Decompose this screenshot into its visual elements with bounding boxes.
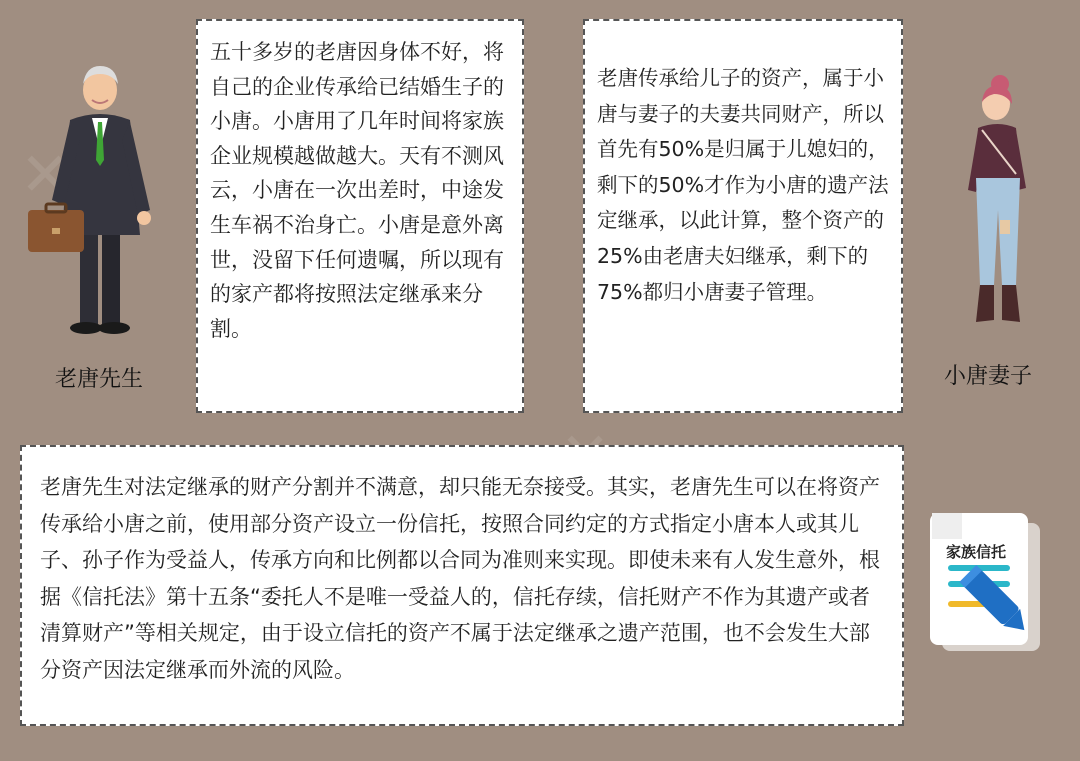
story-box-bottom: [20, 445, 904, 726]
story-text-left: 五十多岁的老唐因身体不好，将自己的企业传承给已结婚生子的小唐。小唐用了几年时间将家族企业规模越做越大。天有不测风云，小唐在一次出差时，中途发生车祸不治身亡。小唐是意外离世，没留下任何遗嘱，所以现有的家产都将按照法定继承来分割。: [210, 40, 504, 341]
story-box-right: [583, 19, 903, 413]
watermark: ✕: [20, 140, 71, 210]
document-title: 家族信托: [946, 543, 1007, 561]
caption-young-woman: 小唐妻子: [944, 364, 1033, 389]
young-woman-illustration: [950, 70, 1050, 340]
story-box-left: [196, 19, 524, 413]
caption-old-man: 老唐先生: [55, 367, 144, 392]
story-text-bottom: 老唐先生对法定继承的财产分割并不满意，却只能无奈接受。其实，老唐先生可以在将资产传承给小唐之前，使用部分资产设立一份信托，按照合同约定的方式指定小唐本人或其儿子、孙子作为受益人，传承方向和比例都以合同为准则来实现。即使未来有人发生意外，根据《信托法》第十五条“委托人不是唯一受益人的，信托存续，信托财产不作为其遗产或者清算财产”等相关规定，由于设立信托的资产不属于法定继承之遗产范围，也不会发生大部分资产因法定继承而外流的风险。: [40, 475, 880, 682]
story-text-right: 老唐传承给儿子的资产，属于小唐与妻子的夫妻共同财产，所以首先有50%是归属于儿媳妇的，剩下的50%才作为小唐的遗产法定继承，以此计算，整个资产的25%由老唐夫妇继承，剩下的75%都归小唐妻子管理。: [597, 66, 889, 304]
document-icon: [922, 505, 1072, 665]
old-man-illustration: [22, 60, 172, 340]
